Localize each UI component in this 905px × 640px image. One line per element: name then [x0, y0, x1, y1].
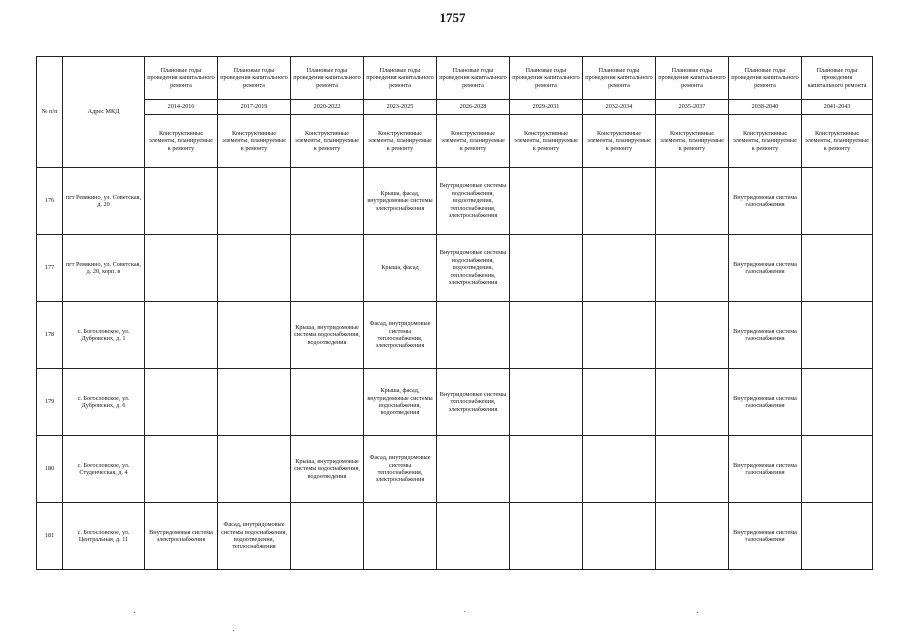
table-body: [37, 168, 873, 570]
row-number: 176: [37, 168, 63, 235]
repair-elements-cell: Крыша, фасад, внутридомовые системы водоснабжения, водоотведения: [364, 369, 437, 436]
header-row-years: [37, 100, 873, 115]
scan-speck: [233, 630, 234, 631]
elements-label: Конструктивные элементы, планируемые к ремонту: [729, 115, 802, 168]
elements-label: Конструктивные элементы, планируемые к ремонту: [364, 115, 437, 168]
elements-label: Конструктивные элементы, планируемые к ремонту: [656, 115, 729, 168]
period-years: 2035-2037: [656, 100, 729, 115]
table-row: [37, 168, 873, 235]
period-title: Плановые годы проведения капитального ремонта: [802, 57, 873, 100]
period-years: 2026-2028: [437, 100, 510, 115]
row-address: с. Богословское, ул. Дубровских, д. 6: [63, 369, 145, 436]
repair-elements-cell: [291, 369, 364, 436]
repair-elements-cell: [583, 436, 656, 503]
repair-elements-cell: [656, 302, 729, 369]
repair-elements-cell: Внутридомовая система газоснабжения: [729, 302, 802, 369]
repair-elements-cell: [583, 168, 656, 235]
repair-elements-cell: Внутридомовые системы водоснабжения, водоотведения, теплоснабжения, электроснабжения: [437, 235, 510, 302]
row-number: 181: [37, 503, 63, 570]
repair-elements-cell: [291, 235, 364, 302]
repair-elements-cell: [510, 235, 583, 302]
repair-elements-cell: [583, 235, 656, 302]
repair-elements-cell: [656, 436, 729, 503]
repair-elements-cell: [291, 503, 364, 570]
repair-elements-cell: [510, 168, 583, 235]
table-header: [37, 57, 873, 168]
repair-elements-cell: Крыша, внутридомовые системы водоснабжения, водоотведения: [291, 302, 364, 369]
repair-elements-cell: [802, 436, 873, 503]
row-number: 180: [37, 436, 63, 503]
elements-label: Конструктивные элементы, планируемые к ремонту: [510, 115, 583, 168]
table-row: [37, 436, 873, 503]
repair-elements-cell: Крыша, фасад: [364, 235, 437, 302]
repair-elements-cell: [802, 302, 873, 369]
period-years: 2023-2025: [364, 100, 437, 115]
period-title: Плановые годы проведения капитального ремонта: [218, 57, 291, 100]
repair-elements-cell: [583, 503, 656, 570]
header-address: Адрес МКД: [63, 57, 145, 168]
repair-elements-cell: [218, 436, 291, 503]
row-number: 178: [37, 302, 63, 369]
table-row: [37, 503, 873, 570]
page-number: 1757: [439, 10, 466, 25]
repair-elements-cell: [145, 369, 218, 436]
repair-elements-cell: Внутридомовая система электроснабжения: [145, 503, 218, 570]
repair-elements-cell: [218, 302, 291, 369]
period-title: Плановые годы проведения капитального ремонта: [583, 57, 656, 100]
capital-repair-plan-table: [36, 56, 873, 570]
repair-elements-cell: Внутридомовые системы водоснабжения, водоотведения, теплоснабжения, электроснабжения: [437, 168, 510, 235]
row-address: пгт Ревякино, ул. Советская, д. 20, корп. в: [63, 235, 145, 302]
elements-label: Конструктивные элементы, планируемые к ремонту: [291, 115, 364, 168]
repair-elements-cell: [802, 168, 873, 235]
repair-elements-cell: [583, 302, 656, 369]
period-years: 2017-2019: [218, 100, 291, 115]
period-title: Плановые годы проведения капитального ремонта: [729, 57, 802, 100]
repair-elements-cell: Крыша, фасад, внутридомовые системы электроснабжения: [364, 168, 437, 235]
repair-elements-cell: Внутридомовая система газоснабжения: [729, 369, 802, 436]
repair-elements-cell: [218, 369, 291, 436]
repair-elements-cell: Внутридомовые системы теплоснабжения, электроснабжения: [437, 369, 510, 436]
period-title: Плановые годы проведения капитального ремонта: [437, 57, 510, 100]
repair-elements-cell: Внутридомовая система газоснабжения: [729, 235, 802, 302]
repair-elements-cell: [145, 302, 218, 369]
period-years: 2041-2043: [802, 100, 873, 115]
scan-speck: [697, 612, 698, 613]
row-address: с. Богословское, ул. Студенческая, д. 4: [63, 436, 145, 503]
repair-elements-cell: [218, 235, 291, 302]
elements-label: Конструктивные элементы, планируемые к ремонту: [802, 115, 873, 168]
period-years: 2038-2040: [729, 100, 802, 115]
row-number: 179: [37, 369, 63, 436]
scan-speck: [464, 611, 465, 612]
header-row-elements: [37, 115, 873, 168]
header-row-periods: [37, 57, 873, 100]
elements-label: Конструктивные элементы, планируемые к ремонту: [583, 115, 656, 168]
repair-elements-cell: [364, 503, 437, 570]
period-title: Плановые годы проведения капитального ремонта: [145, 57, 218, 100]
repair-elements-cell: Внутридомовая система газоснабжения: [729, 503, 802, 570]
header-number: № п/п: [37, 57, 63, 168]
repair-elements-cell: Крыша, внутридомовые системы водоснабжения, водоотведения: [291, 436, 364, 503]
repair-elements-cell: [656, 235, 729, 302]
elements-label: Конструктивные элементы, планируемые к ремонту: [437, 115, 510, 168]
elements-label: Конструктивные элементы, планируемые к ремонту: [145, 115, 218, 168]
period-title: Плановые годы проведения капитального ремонта: [510, 57, 583, 100]
repair-elements-cell: [145, 436, 218, 503]
table-row: [37, 302, 873, 369]
scan-speck: [134, 612, 135, 613]
repair-elements-cell: [510, 503, 583, 570]
period-years: 2029-2031: [510, 100, 583, 115]
repair-elements-cell: [145, 168, 218, 235]
table-row: [37, 369, 873, 436]
elements-label: Конструктивные элементы, планируемые к ремонту: [218, 115, 291, 168]
repair-elements-cell: [437, 436, 510, 503]
repair-elements-cell: [510, 436, 583, 503]
row-address: с. Богословское, ул. Дубровских, д. 1: [63, 302, 145, 369]
repair-elements-cell: [145, 235, 218, 302]
repair-elements-cell: [437, 302, 510, 369]
repair-elements-cell: [802, 235, 873, 302]
repair-elements-cell: Внутридомовая система газоснабжения: [729, 436, 802, 503]
period-years: 2020-2022: [291, 100, 364, 115]
period-title: Плановые годы проведения капитального ремонта: [656, 57, 729, 100]
repair-elements-cell: [656, 503, 729, 570]
repair-elements-cell: Фасад, внутридомовые системы теплоснабжения, электроснабжения: [364, 302, 437, 369]
repair-elements-cell: [583, 369, 656, 436]
row-address: с. Богословское, ул. Центральная, д. 11: [63, 503, 145, 570]
repair-elements-cell: [437, 503, 510, 570]
period-title: Плановые годы проведения капитального ремонта: [364, 57, 437, 100]
period-years: 2032-2034: [583, 100, 656, 115]
repair-elements-cell: Внутридомовая система газоснабжения: [729, 168, 802, 235]
repair-elements-cell: [802, 369, 873, 436]
repair-elements-cell: [802, 503, 873, 570]
table-row: [37, 235, 873, 302]
row-address: пгт Ревякино, ул. Советская, д. 20: [63, 168, 145, 235]
repair-elements-cell: [291, 168, 364, 235]
row-number: 177: [37, 235, 63, 302]
repair-elements-cell: [218, 168, 291, 235]
repair-elements-cell: [656, 168, 729, 235]
repair-elements-cell: [510, 302, 583, 369]
repair-elements-cell: Фасад, внутридомовые системы теплоснабжения, электроснабжения: [364, 436, 437, 503]
repair-elements-cell: [510, 369, 583, 436]
period-years: 2014-2016: [145, 100, 218, 115]
repair-elements-cell: [656, 369, 729, 436]
period-title: Плановые годы проведения капитального ремонта: [291, 57, 364, 100]
repair-elements-cell: Фасад, внутридомовые системы водоснабжения, водоотведения, теплоснабжения: [218, 503, 291, 570]
